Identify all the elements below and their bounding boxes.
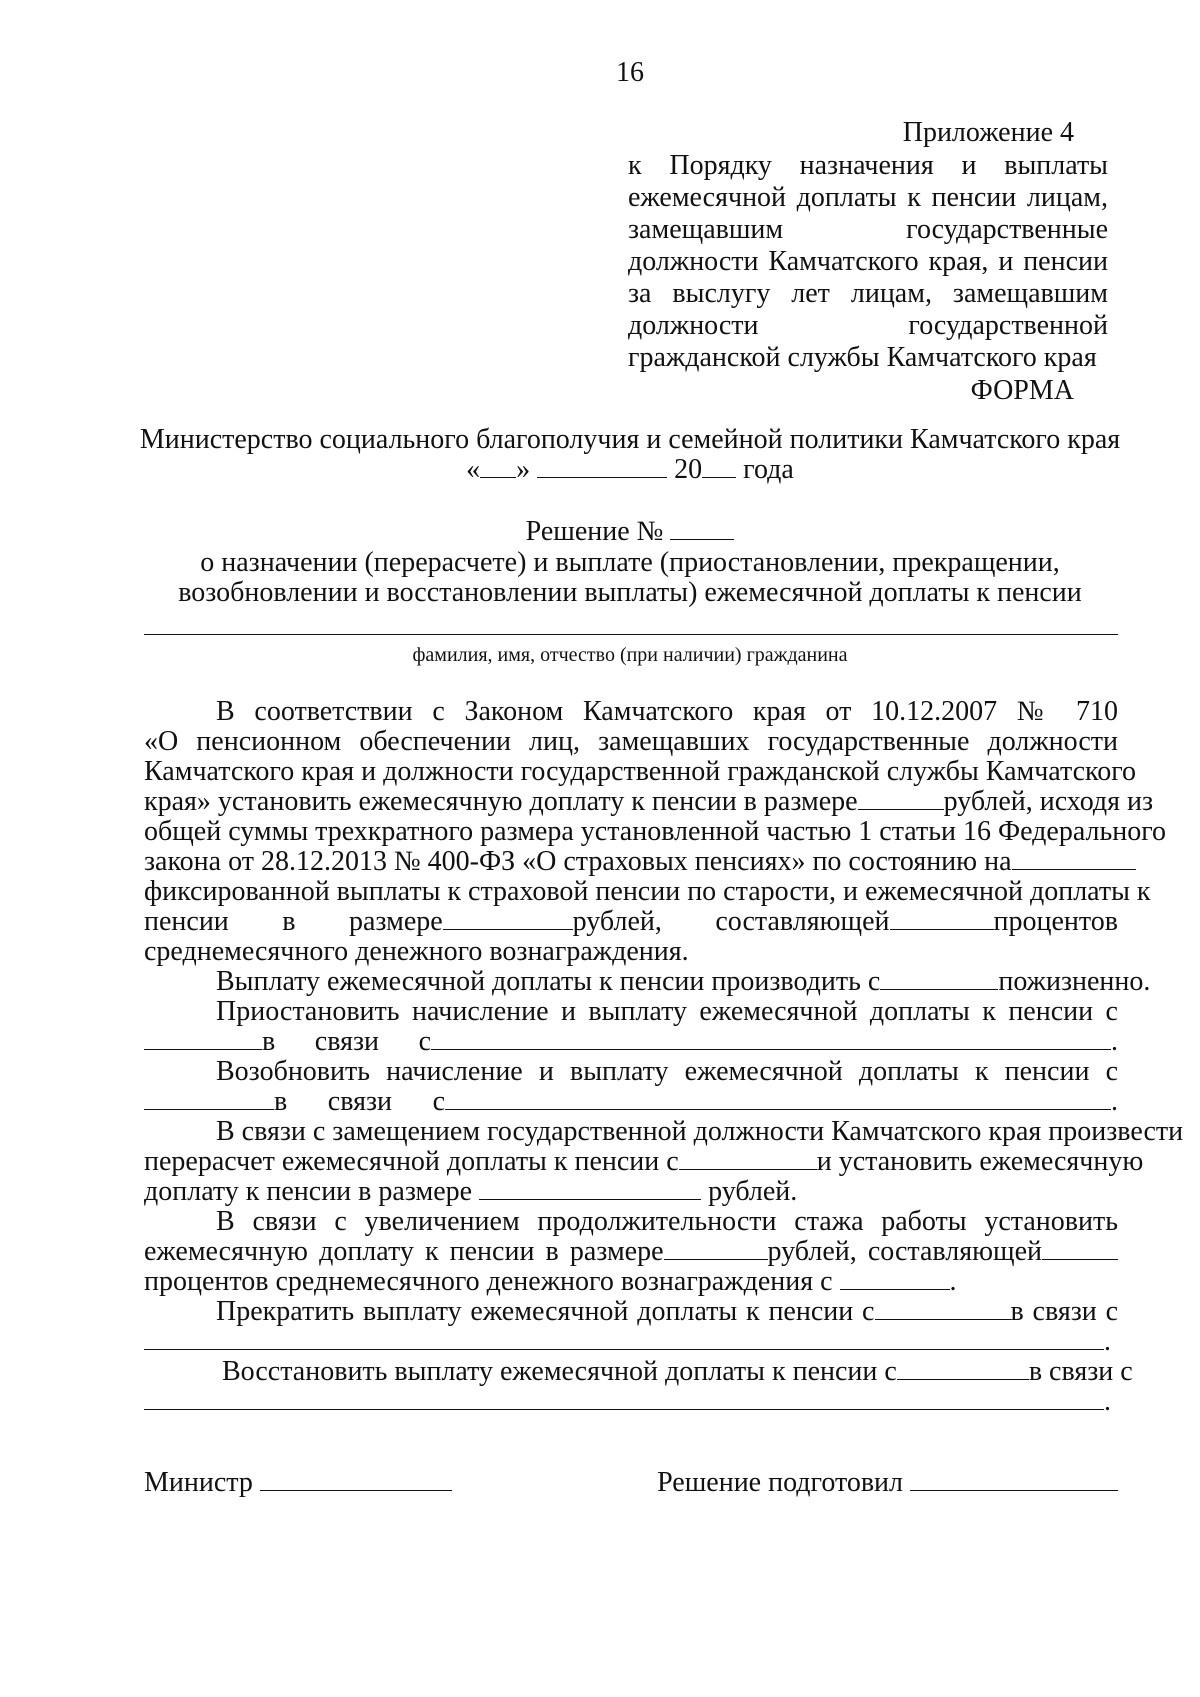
body-line: перерасчет ежемесячной доплаты к пенсии с и установить ежемесячную (144, 1146, 1144, 1177)
date-blank (144, 1087, 274, 1110)
reason-blank (144, 1327, 1104, 1350)
body-line: Возобновить начисление и выплату ежемесячной доплаты к пенсии с (216, 1056, 1118, 1087)
date-blank (880, 967, 998, 990)
body-line: Восстановить выплату ежемесячной доплаты к пенсии с в связи с (222, 1356, 1133, 1387)
day-blank (480, 455, 516, 478)
appendix-line: к Порядку назначения и выплаты (628, 150, 1108, 181)
body-line: общей суммы трехкратного размера установленной частью 1 статьи 16 Федерального (144, 816, 1166, 847)
decision-title: Решение № (0, 517, 1200, 547)
body-line: закона от 28.12.2013 № 400-ФЗ «О страховых пенсиях» по состоянию на (144, 847, 1118, 877)
body-line: края» установить ежемесячную доплату к пенсии в размере рублей, исходя из (144, 786, 1154, 817)
appendix-title: Приложение 4 (902, 117, 1074, 148)
percent-blank (890, 907, 994, 930)
body-line: Приостановить начисление и выплату ежемесячной доплаты к пенсии с (216, 996, 1118, 1027)
ministry-name: Министерство социального благополучия и семейной политики Камчатского края (139, 424, 1121, 455)
date-line: « » 20 года (466, 454, 794, 485)
appendix-line: ежемесячной доплаты к пенсии лицам, (628, 182, 1108, 213)
body-line: Выплату ежемесячной доплаты к пенсии производить с пожизненно. (216, 966, 1151, 997)
minister-signature-blank (260, 1468, 452, 1491)
date-blank (875, 1297, 1011, 1320)
appendix-line: за выслугу лет лицам, замещавшим (628, 278, 1108, 309)
body-line: в связи с . (144, 1027, 1118, 1057)
body-line: В связи с замещением государственной должности Камчатского края произвести (216, 1116, 1184, 1147)
date-blank (144, 1027, 262, 1050)
appendix-line: должности государственной (628, 310, 1108, 341)
body-line: ежемесячную доплату к пенсии в размере рублей, составляющей (144, 1237, 1118, 1267)
amount-blank (858, 787, 944, 810)
appendix-reference (628, 150, 1108, 374)
prepared-by-signature: Решение подготовил (657, 1468, 1118, 1498)
year-blank (702, 455, 736, 478)
body-line: Камчатского края и должности государственной гражданской службы Камчатского (144, 756, 1136, 787)
decision-subject-line2: возобновлении и восстановлении выплаты) ежемесячной доплаты к пенсии (178, 577, 1082, 608)
body-line: . (144, 1387, 1118, 1417)
body-line: Прекратить выплату ежемесячной доплаты к пенсии с в связи с (216, 1296, 1118, 1327)
body-line: пенсии в размере рублей, составляющей процентов (144, 906, 1118, 937)
body-line: «О пенсионном обеспечении лиц, замещавших государственные должности (144, 726, 1118, 757)
body-line: в связи с . (144, 1087, 1118, 1117)
body-line: среднемесячного денежного вознаграждения. (144, 936, 689, 967)
percent-blank (1042, 1237, 1118, 1260)
date-blank (679, 1147, 817, 1170)
decision-number-blank (670, 517, 734, 540)
body-line: . (144, 1327, 1118, 1357)
name-caption: фамилия, имя, отчество (при наличии) гражданина (412, 644, 848, 666)
body-line: процентов среднемесячного денежного вознаграждения с . (144, 1266, 957, 1297)
reason-blank (445, 1087, 1111, 1110)
minister-signature: Министр (144, 1468, 452, 1498)
body-line: В связи с увеличением продолжительности стажа работы установить (216, 1206, 1118, 1237)
appendix-line: гражданской службы Камчатского края (628, 342, 1097, 373)
name-underline (144, 634, 1118, 635)
decision-subject-line1: о назначении (перерасчете) и выплате (приостановлении, прекращении, (200, 547, 1060, 578)
body-line: В соответствии с Законом Камчатского края от 10.12.2007 № 710 (216, 696, 1118, 727)
page-number: 16 (616, 57, 644, 88)
reason-blank (144, 1387, 1104, 1410)
amount-blank (479, 1177, 701, 1200)
amount-blank (664, 1237, 768, 1260)
appendix-line: должности Камчатского края, и пенсии (628, 246, 1108, 277)
amount-blank (443, 907, 573, 930)
body-line: доплату к пенсии в размере рублей. (144, 1176, 798, 1207)
body-line: фиксированной выплаты к страховой пенсии по старости, и ежемесячной доплаты к (144, 876, 1151, 907)
date-blank (897, 1357, 1029, 1380)
reason-blank (431, 1027, 1111, 1050)
prepared-signature-blank (910, 1468, 1118, 1491)
form-label: ФОРМА (970, 375, 1074, 406)
date-blank (840, 1267, 950, 1290)
date-blank (1012, 847, 1136, 870)
appendix-line: замещавшим государственные (628, 214, 1108, 245)
month-blank (537, 455, 667, 478)
